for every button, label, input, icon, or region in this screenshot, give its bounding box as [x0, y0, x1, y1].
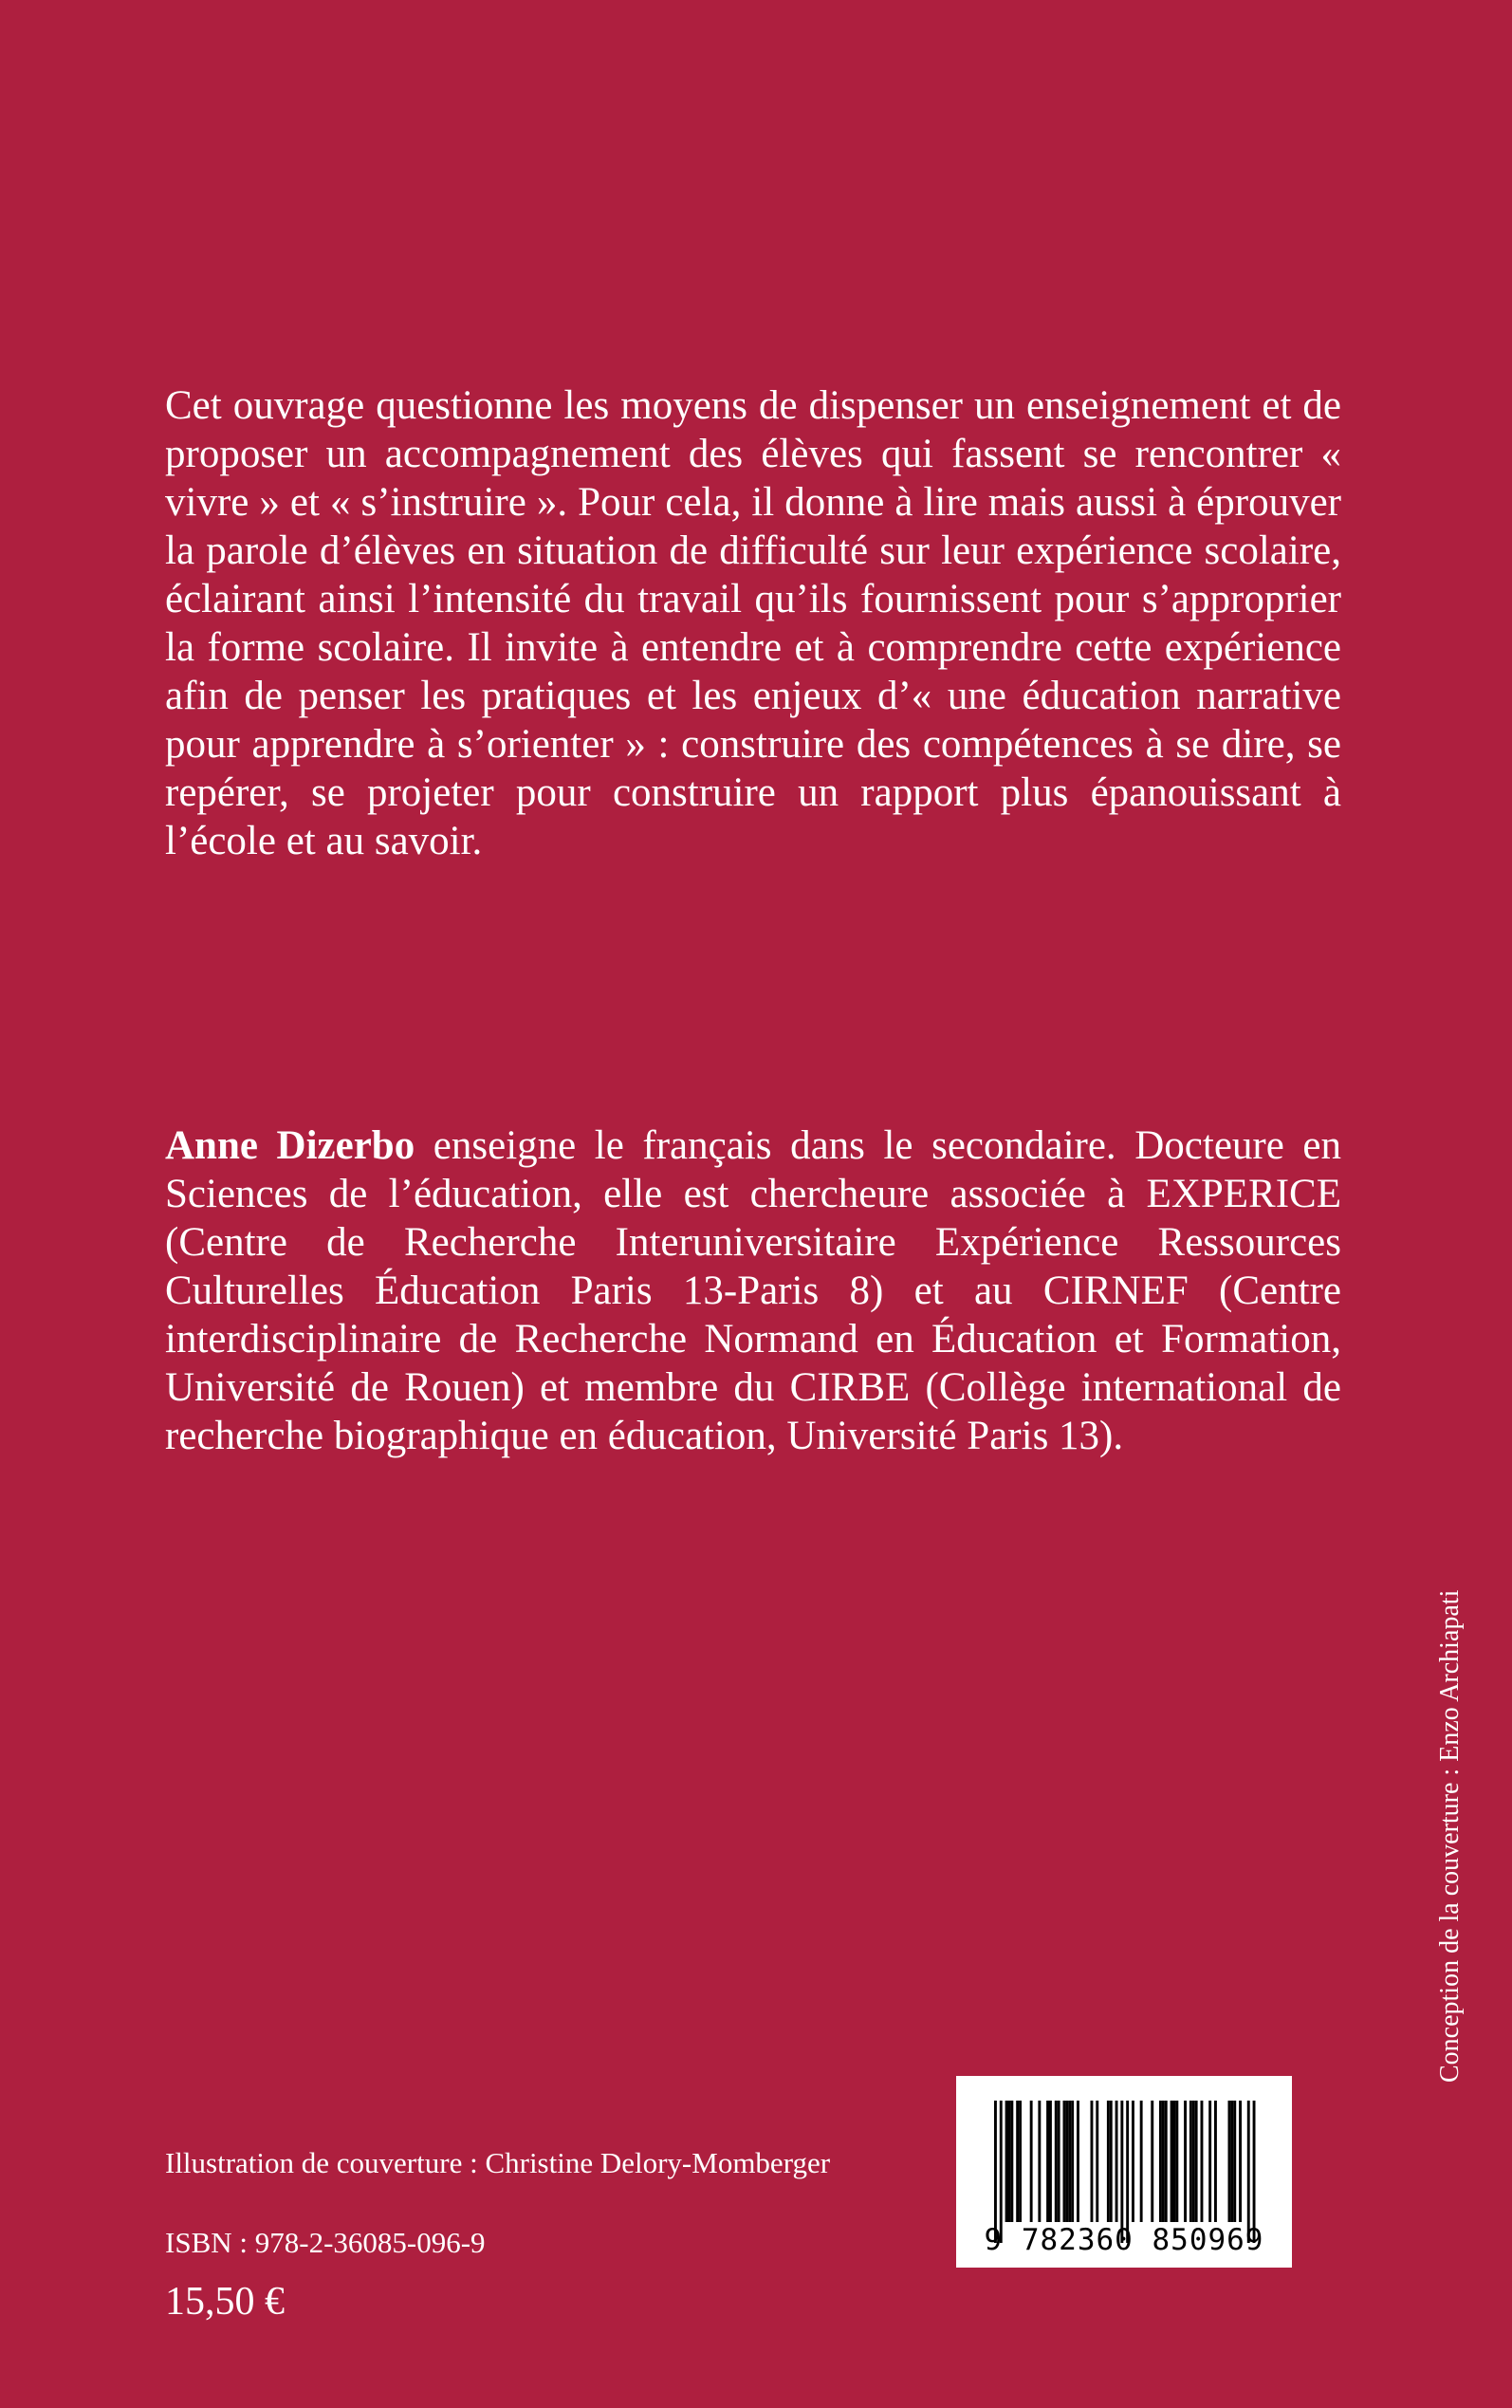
barcode-bar	[1151, 2101, 1153, 2222]
barcode-bar	[1233, 2101, 1236, 2222]
barcode-bar	[1132, 2101, 1134, 2222]
barcode-bar	[1065, 2101, 1068, 2222]
barcode-bar	[1159, 2101, 1162, 2222]
barcode-bar	[994, 2101, 997, 2243]
barcode-bar	[1165, 2101, 1168, 2222]
barcode-bar	[1107, 2101, 1110, 2222]
author-bio-text: enseigne le français dans le secondaire. Docteure en Sciences de l’éducation, elle est chercheure associée à EXPERICE (Centre de Recherche Interuniversitaire Expérience Ressources Culturelles Éducation Paris 13-Paris 8) et au CIRNEF (Centre interdisciplinaire de Recherche Normand en Éducation et Formation, Université de Rouen) et membre du CIRBE (Collège international de recherche biographique en éducation, Université Paris 13).	[165, 1123, 1341, 1458]
barcode-bar	[1077, 2101, 1079, 2222]
barcode-bar	[1038, 2101, 1041, 2222]
barcode-bar	[1184, 2101, 1187, 2222]
barcode-bar	[1000, 2101, 1003, 2243]
barcode-bar	[1201, 2101, 1204, 2222]
barcode-bar	[1120, 2101, 1123, 2243]
barcode-bar	[1091, 2101, 1094, 2222]
barcode-bar	[1230, 2101, 1233, 2222]
barcode-bar	[1055, 2101, 1058, 2222]
barcode-bar	[1008, 2101, 1011, 2222]
barcode-bar	[1019, 2101, 1022, 2222]
barcode-bar	[1162, 2101, 1165, 2222]
barcode-bar	[1228, 2101, 1231, 2222]
barcode-digits: 9 782360 850969	[984, 2223, 1264, 2257]
barcode-bar	[1096, 2101, 1098, 2222]
barcode-bar	[1116, 2101, 1118, 2222]
barcode	[956, 2076, 1292, 2268]
barcode-bar	[1214, 2101, 1217, 2222]
barcode-bar	[1239, 2101, 1242, 2222]
barcode-bar	[1195, 2101, 1198, 2222]
barcode-bar	[1049, 2101, 1052, 2222]
barcode-bar	[1173, 2101, 1176, 2222]
cover-design-credit: Conception de la couverture : Enzo Archiapati	[1435, 1589, 1465, 2083]
barcode-bar	[1126, 2101, 1129, 2243]
barcode-bar	[1140, 2101, 1143, 2222]
barcode-bar	[1016, 2101, 1019, 2222]
barcode-bar	[1046, 2101, 1049, 2222]
barcode-bar	[1171, 2101, 1173, 2222]
barcode-bar	[1247, 2101, 1250, 2243]
barcode-bar	[1063, 2101, 1066, 2222]
barcode-bar	[1058, 2101, 1060, 2222]
barcode-bar	[1071, 2101, 1074, 2222]
barcode-bar	[1110, 2101, 1113, 2222]
barcode-bar	[1175, 2101, 1178, 2222]
barcode-bar	[1005, 2101, 1008, 2222]
author-bio	[165, 1121, 1341, 1460]
barcode-bar	[1189, 2101, 1192, 2222]
barcode-bar	[1068, 2101, 1071, 2222]
price: 15,50 €	[165, 2280, 285, 2324]
barcode-bar	[1192, 2101, 1195, 2222]
isbn: ISBN : 978-2-36085-096-9	[165, 2226, 486, 2259]
barcode-bar	[1010, 2101, 1013, 2222]
barcode-bar	[1030, 2101, 1033, 2222]
barcode-bar	[1208, 2101, 1211, 2222]
barcode-bar	[1253, 2101, 1256, 2243]
illustration-credit: Illustration de couverture : Christine Delory-Momberger	[165, 2146, 831, 2179]
back-cover-description: Cet ouvrage questionne les moyens de dispenser un enseignement et de proposer un accompagnement des élèves qui fassent se rencontrer « vivre » et « s’instruire ». Pour cela, il donne à lire mais aussi à éprouver la parole d’élèves en situation de difficulté sur leur expérience scolaire, éclairant ainsi l’intensité du travail qu’ils fournissent pour s’approprier la forme scolaire. Il invite à entendre et à comprendre cette expérience afin de penser les pratiques et les enjeux d’« une éducation narrative pour apprendre à s’orienter » : construire des compétences à se dire, se repérer, se projeter pour construire un rapport plus épanouissant à l’école et au savoir.	[165, 383, 1341, 863]
author-name: Anne Dizerbo	[165, 1123, 415, 1168]
